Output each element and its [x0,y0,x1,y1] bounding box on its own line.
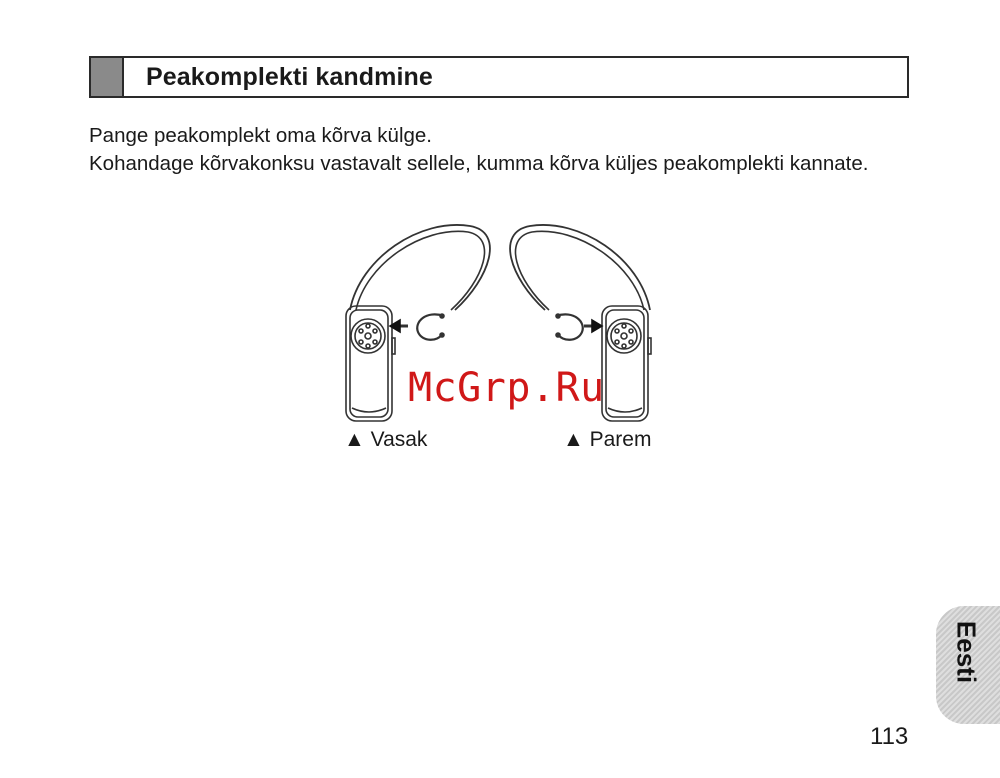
instruction-line-2: Kohandage kõrvakonksu vastavalt sellele, kumma kõrva küljes peakomplekti kannate. [89,152,869,175]
right-caption: ▲ Parem [563,428,652,451]
language-tab-label: Eesti [951,620,982,684]
page-number: 113 [870,723,909,750]
left-caption: ▲ Vasak [344,428,428,451]
section-title: Peakomplekti kandmine [146,62,433,91]
watermark: McGrp.Ru [408,365,605,411]
section-header [89,56,909,98]
instruction-line-1: Pange peakomplekt oma kõrva külge. [89,124,433,147]
instruction-text [89,122,868,178]
header-marker-block [91,58,124,96]
